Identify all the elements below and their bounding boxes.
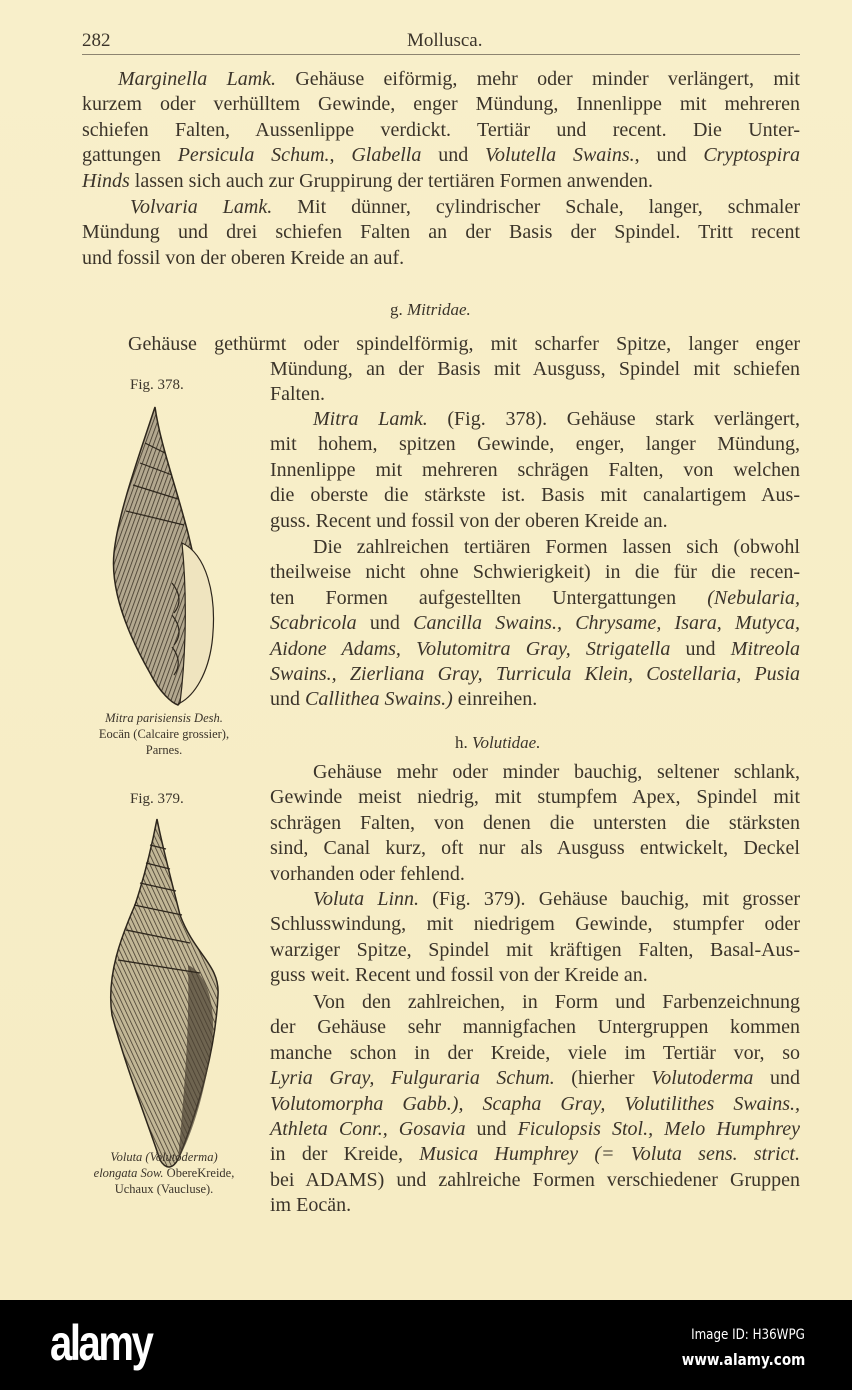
caption-line [78,1181,250,1197]
text: (hierher [554,1067,652,1090]
italic-text: Athleta Conr., Gosavia [270,1117,466,1140]
italic-text: Scabricola [270,612,357,635]
paragraph-marginella [82,67,800,194]
text-line [270,990,800,1015]
italic-text: Volutoderma [651,1067,754,1090]
text: theilweise nicht ohne Schwierigkeit) in die für die recen- [270,561,800,584]
italic-text: Ficulopsis Stol., Melo Humphrey [517,1117,800,1140]
text: Die zahlreichen tertiären Formen lassen sich (obwohl [313,536,800,558]
text-line [82,246,800,271]
italic-text: Mitra Lamk. [313,408,428,430]
text: , und [634,144,704,167]
caption-line [78,1149,250,1165]
text-line [270,963,800,988]
text: Mündung und drei schiefen Falten an der Basis der Spindel. Tritt recent [82,221,800,244]
italic-text: Swains., Zierliana Gray, Turricula Klein, Costellaria, Pusia [270,662,800,685]
section-heading-volutidae [455,733,540,753]
text: ten Formen aufgestellten Untergattungen [270,586,708,609]
text: h. [455,733,472,752]
italic-text: Musica Humphrey (= Voluta sens. strict. [419,1143,800,1166]
text-line [270,785,800,810]
site-url: www.alamy.com [681,1350,805,1369]
text: in der Kreide, [270,1143,420,1166]
italic-text: elongata Sow. [93,1166,164,1180]
text: mit hohem, spitzen Gewinde, enger, langer Mündung, [270,433,800,456]
caption-line [78,1165,250,1181]
text: schrägen Falten, von denen die untersten die stärksten [270,811,800,834]
italic-text: Mitridae. [407,300,471,319]
italic-text: Glabella [351,144,422,167]
figure-label-379: Fig. 379. [130,791,184,807]
paragraph-mitra-forms [270,535,800,713]
text: manche schon in der Kreide, viele im Tertiär vor, so [270,1041,800,1064]
text-line [270,1142,800,1167]
text-line [270,509,800,534]
text: Falten. [270,383,325,406]
text-line [270,357,800,382]
text-line [270,1193,800,1218]
text: bei ADAMS) und zahlreiche Formen verschiedener Gruppen [270,1168,800,1191]
text: g. [390,300,407,319]
italic-text: Voluta (Volutoderma) [110,1150,218,1164]
italic-text: Mitra parisiensis Desh. [105,711,223,725]
figure-label-378: Fig. 378. [130,377,184,393]
italic-text: Persicula Schum. [177,144,330,167]
italic-text: Cryptospira [703,144,801,167]
text: (Fig. 379). Gehäuse bauchig, mit grosser [419,888,800,910]
text-line [270,662,800,687]
text-line [270,458,800,483]
text-line [82,195,800,220]
text: und [465,1117,518,1140]
text: warziger Spitze, Spindel mit kräftigen Falten, Basal-Aus- [270,938,800,961]
caption-line [78,726,250,742]
text: und [670,637,731,660]
text: Eocän (Calcaire grossier), [98,727,230,741]
text: Parnes. [145,743,183,757]
italic-text: Hinds [82,169,130,192]
text-line [270,912,800,937]
italic-text: Aidone Adams, Volutomitra Gray, Strigatella [270,637,671,660]
text-line [270,887,800,912]
text-line [128,332,800,357]
text: Innenlippe mit mehreren schrägen Falten, von welchen [270,458,800,481]
caption-line [78,710,250,726]
italic-text: Mitreola [730,637,800,660]
caption-line [78,742,250,758]
text: (Fig. 378). Gehäuse stark verlängert, [427,408,800,430]
italic-text: Voluta Linn. [313,888,420,910]
text: , [329,144,352,167]
italic-text: Volutidae. [472,733,541,752]
text-line [82,143,800,168]
header-rule [82,54,800,55]
mitra-shell-illustration [100,403,230,713]
text-line [270,1041,800,1066]
text: ObereKreide, [163,1166,235,1180]
alamy-logo: alamy [50,1315,152,1371]
paragraph-voluta [270,887,800,989]
running-title: Mollusca. [407,30,483,51]
text: lassen sich auch zur Gruppirung der tertiären Formen anwenden. [129,169,653,192]
text: die oberste die stärkste ist. Basis mit canalartigem Aus- [270,484,800,507]
italic-text: (Nebularia, [707,586,800,609]
text-line [270,687,800,712]
text-line [270,836,800,861]
text: Uchaux (Vaucluse). [114,1182,214,1196]
voluta-shell-illustration [100,815,230,1175]
text: und [356,612,414,635]
text-line [270,1168,800,1193]
text: vorhanden oder fehlend. [270,862,465,885]
text-line [270,560,800,585]
text-line [270,938,800,963]
text: gattungen [82,144,178,167]
text: guss weit. Recent und fossil von der Kreide an. [270,964,648,987]
text-line [270,760,800,785]
image-id: Image ID: H36WPG [691,1327,805,1343]
text-line [82,220,800,245]
text-line [270,862,800,887]
text-line [270,811,800,836]
text: und [421,144,486,167]
italic-text: Volutomorpha Gabb.), Scapha Gray, Volutilithes Swains., [270,1092,800,1115]
text: Gehäuse gethürmt oder spindelförmig, mit scharfer Spitze, langer enger [128,333,800,355]
text: Schlusswindung, mit niedrigem Gewinde, stumpfer oder [270,913,800,936]
paragraph-mitridae-intro-cont [270,357,800,408]
italic-text: Volutella Swains. [485,144,635,167]
text: Mündung, an der Basis mit Ausguss, Spindel mit schiefen [270,358,800,380]
text: und [753,1067,800,1090]
text: schiefen Falten, Aussenlippe verdickt. Tertiär und recent. Die Unter- [82,118,800,141]
paragraph-mitridae-intro [128,332,800,357]
text-line [270,1066,800,1091]
text: und fossil von der oberen Kreide an auf. [82,246,405,269]
text-line [270,1117,800,1142]
italic-text: Marginella Lamk. [118,68,277,90]
text-line [270,611,800,636]
text-line [270,432,800,457]
text-line [82,169,800,194]
text-line [270,1015,800,1040]
text: einreihen. [452,688,538,711]
text-line [82,67,800,92]
text-line [270,382,800,407]
figure-caption-378 [78,710,250,758]
text: Mit dünner, cylindrischer Schale, langer, schmaler [272,196,800,218]
figure-caption-379 [78,1149,250,1197]
italic-text: Cancilla Swains., Chrysame, Isara, Mutyca, [413,612,801,635]
paragraph-voluta-groups [270,990,800,1219]
text: Gehäuse eiförmig, mehr oder minder verlängert, mit [276,68,800,90]
text: guss. Recent und fossil von der oberen Kreide an. [270,509,668,532]
text: kurzem oder verhülltem Gewinde, enger Mündung, Innenlippe mit mehreren [82,93,800,116]
paragraph-volvaria [82,195,800,271]
text-line [270,1092,800,1117]
italic-text: Callithea Swains.) [305,688,453,711]
text: Gehäuse mehr oder minder bauchig, seltener schlank, [313,761,800,783]
italic-text: Lyria Gray, Fulguraria Schum. [270,1067,555,1090]
text: sind, Canal kurz, oft nur als Ausguss entwickelt, Deckel [270,837,800,860]
text: und [270,688,305,711]
italic-text: Volvaria Lamk. [130,196,273,218]
text: Gewinde meist niedrig, mit stumpfem Apex, Spindel mit [270,786,800,809]
paragraph-volutidae-intro [270,760,800,887]
paragraph-mitra [270,407,800,534]
text: der Gehäuse sehr mannigfachen Untergruppen kommen [270,1016,800,1039]
text-line [270,483,800,508]
text: Von den zahlreichen, in Form und Farbenzeichnung [313,991,800,1013]
text-line [82,92,800,117]
text-line [270,586,800,611]
stock-footer-bar [0,1300,852,1390]
text-line [270,407,800,432]
page-number: 282 [82,30,111,51]
text-line [270,535,800,560]
text-line [270,637,800,662]
text-line [82,118,800,143]
section-heading-mitridae [390,300,471,320]
text: im Eocän. [270,1194,352,1217]
